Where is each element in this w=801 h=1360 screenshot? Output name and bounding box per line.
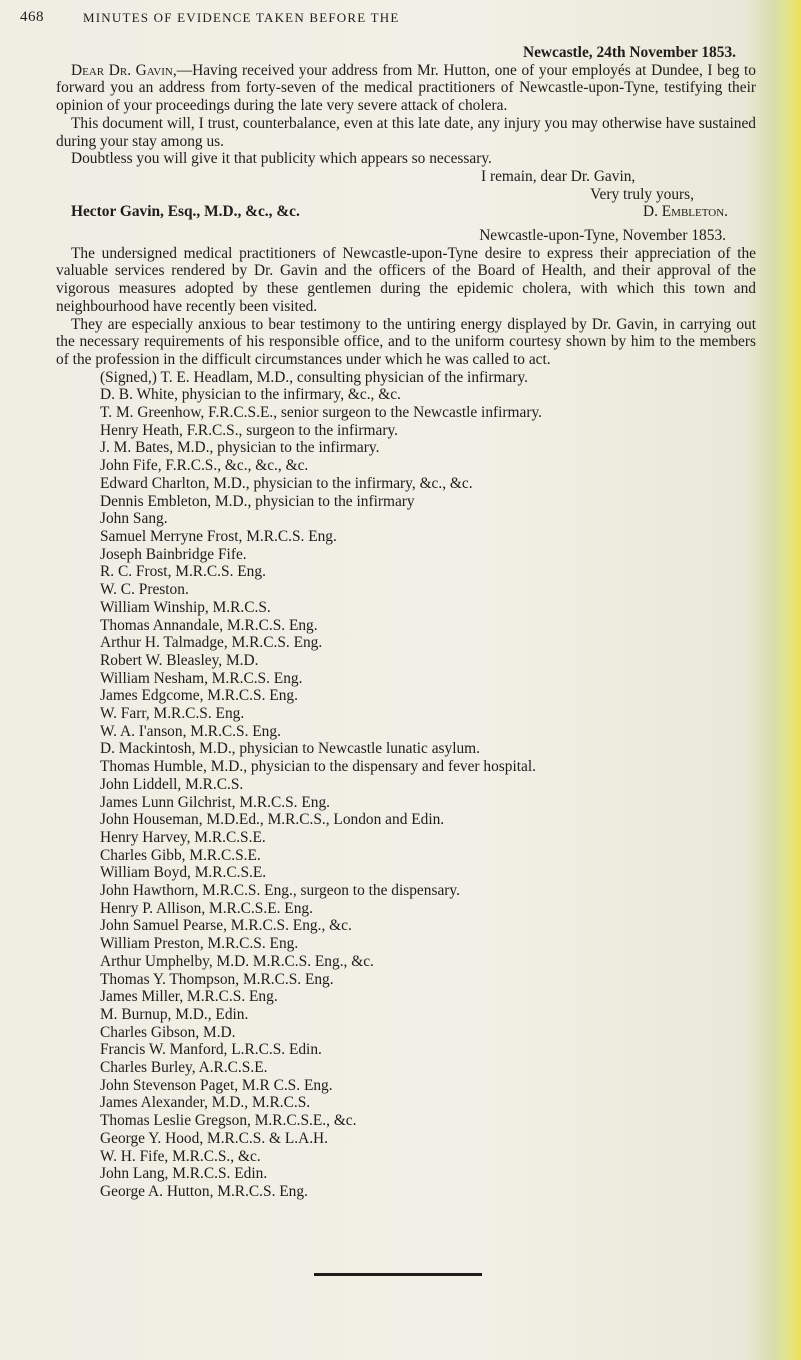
signatory-name: John Houseman, M.D.Ed., M.R.C.S., London and Edin. [100, 811, 445, 829]
page-header [20, 9, 761, 29]
letter-closing-2: Very truly yours, [590, 185, 694, 203]
letter-paragraph-1-text: —Having received your address from Mr. Hutton, one of your employés at Dundee, I beg to forward you an address from forty-seven of the medical practitioners of Newcastle-upon-Tyne, testifying their opinion of your proceedings during the late very severe attack of cholera. [56, 61, 756, 115]
letter-paragraph-3: Doubtless you will give it that publicity which appears so necessary. [71, 150, 492, 168]
signatory-list [56, 386, 756, 1200]
letter-paragraph-1 [56, 62, 756, 115]
signatory-name: Henry P. Allison, M.R.C.S.E. Eng. [100, 899, 313, 917]
address-dateline: Newcastle-upon-Tyne, November 1853. [479, 227, 726, 245]
first-signatory: T. E. Headlam, M.D., consulting physician of the infirmary. [160, 368, 529, 386]
signatory-name: J. M. Bates, M.D., physician to the infirmary. [100, 439, 380, 457]
signatory-name: Thomas Humble, M.D., physician to the dispensary and fever hospital. [100, 758, 536, 776]
signatory-name: George A. Hutton, M.R.C.S. Eng. [100, 1183, 308, 1200]
letter-closing-1: I remain, dear Dr. Gavin, [481, 167, 636, 185]
signatory-name: Edward Charlton, M.D., physician to the infirmary, &c., &c. [100, 474, 473, 492]
signatory-name: William Nesham, M.R.C.S. Eng. [100, 669, 303, 687]
signatory-name: M. Burnup, M.D., Edin. [100, 1005, 249, 1023]
signatory-name: John Hawthorn, M.R.C.S. Eng., surgeon to the dispensary. [100, 882, 460, 900]
signatory-name: Joseph Bainbridge Fife. [100, 545, 247, 563]
signatory-name: James Lunn Gilchrist, M.R.C.S. Eng. [100, 793, 331, 811]
signatory-name: Thomas Leslie Gregson, M.R.C.S.E., &c. [100, 1112, 357, 1130]
signatory-name: T. M. Greenhow, F.R.C.S.E., senior surgeon to the Newcastle infirmary. [100, 404, 543, 422]
signatory-name: William Preston, M.R.C.S. Eng. [100, 935, 299, 953]
signatory-name: Charles Burley, A.R.C.S.E. [100, 1059, 268, 1077]
signatory-name: John Sang. [100, 510, 168, 528]
signed-line [56, 369, 756, 387]
signatory-name: William Winship, M.R.C.S. [100, 598, 271, 616]
signatory-name: John Liddell, M.R.C.S. [100, 775, 244, 793]
letter-signature-line [56, 203, 756, 221]
running-title: MINUTES OF EVIDENCE TAKEN BEFORE THE [83, 10, 400, 25]
signatory-name: Francis W. Manford, L.R.C.S. Edin. [100, 1041, 322, 1059]
signatory-name: W. C. Preston. [100, 581, 189, 599]
letter-paragraph-2: This document will, I trust, counterbalance, even at this late date, any injury you may otherwise have sustained during your stay among us. [56, 114, 756, 150]
letter-addressee: Hector Gavin, Esq., M.D., &c., &c. [71, 203, 300, 221]
signatory-name: John Lang, M.R.C.S. Edin. [100, 1165, 268, 1183]
signatory-name: George Y. Hood, M.R.C.S. & L.A.H. [100, 1129, 329, 1147]
signatory-name: Arthur Umphelby, M.D. M.R.C.S. Eng., &c. [100, 952, 374, 970]
signatory-name: Thomas Y. Thompson, M.R.C.S. Eng. [100, 970, 334, 988]
signatory-name: Charles Gibson, M.D. [100, 1023, 236, 1041]
signatory-name: John Samuel Pearse, M.R.C.S. Eng., &c. [100, 917, 352, 935]
letter-dateline: Newcastle, 24th November 1853. [522, 44, 736, 61]
signatory-name: William Boyd, M.R.C.S.E. [100, 864, 267, 882]
signatory-name: James Miller, M.R.C.S. Eng. [100, 988, 278, 1006]
closing-rule [314, 1273, 482, 1276]
signatory-name: D. Mackintosh, M.D., physician to Newcastle lunatic asylum. [100, 740, 480, 758]
signatory-name: James Edgcome, M.R.C.S. Eng. [100, 687, 298, 705]
page-number: 468 [20, 9, 44, 25]
signatory-name: Henry Harvey, M.R.C.S.E. [100, 828, 266, 846]
signatory-name: John Stevenson Paget, M.R C.S. Eng. [100, 1076, 333, 1094]
signatory-name: James Alexander, M.D., M.R.C.S. [100, 1094, 311, 1112]
page-body [56, 44, 756, 1201]
signatory-name: Samuel Merryne Frost, M.R.C.S. Eng. [100, 527, 337, 545]
signatory-name: Charles Gibb, M.R.C.S.E. [100, 846, 261, 864]
signatory-name: W. H. Fife, M.R.C.S., &c. [100, 1147, 261, 1165]
signatory-name: Thomas Annandale, M.R.C.S. Eng. [100, 616, 318, 634]
signatory-name: R. C. Frost, M.R.C.S. Eng. [100, 563, 266, 581]
page-edge-shadow [773, 0, 801, 1360]
letter-salutation: Dear Dr. Gavin, [71, 61, 177, 79]
address-paragraph-1: The undersigned medical practitioners of Newcastle-upon-Tyne desire to express their appreciation of the valuable services rendered by Dr. Gavin and the officers of the Board of Health, and their approval of the vigorous measures adopted by these gentlemen during the epidemic cholera, with which this town and neighbourhood have recently been visited. [56, 244, 756, 315]
signatory-name: John Fife, F.R.C.S., &c., &c., &c. [100, 457, 309, 475]
signatory-name: W. Farr, M.R.C.S. Eng. [100, 705, 245, 723]
signatory-name: Dennis Embleton, M.D., physician to the infirmary [100, 492, 415, 510]
address-paragraph-2: They are especially anxious to bear testimony to the untiring energy displayed by Dr. Gavin, in carrying out the necessary requirements of his responsible office, and to the uniform courtesy shown by him to the members of the profession in the difficult circumstances under which he was called to act. [56, 315, 756, 368]
signatory-name: Henry Heath, F.R.C.S., surgeon to the infirmary. [100, 421, 398, 439]
signatory-name: W. A. I'anson, M.R.C.S. Eng. [100, 722, 281, 740]
signatory-name: Robert W. Bleasley, M.D. [100, 651, 259, 669]
signed-prefix: (Signed,) [100, 368, 157, 386]
signatory-name: D. B. White, physician to the infirmary, &c., &c. [100, 386, 401, 404]
letter-signer: D. Embleton. [642, 203, 728, 221]
signatory-name: Arthur H. Talmadge, M.R.C.S. Eng. [100, 634, 323, 652]
